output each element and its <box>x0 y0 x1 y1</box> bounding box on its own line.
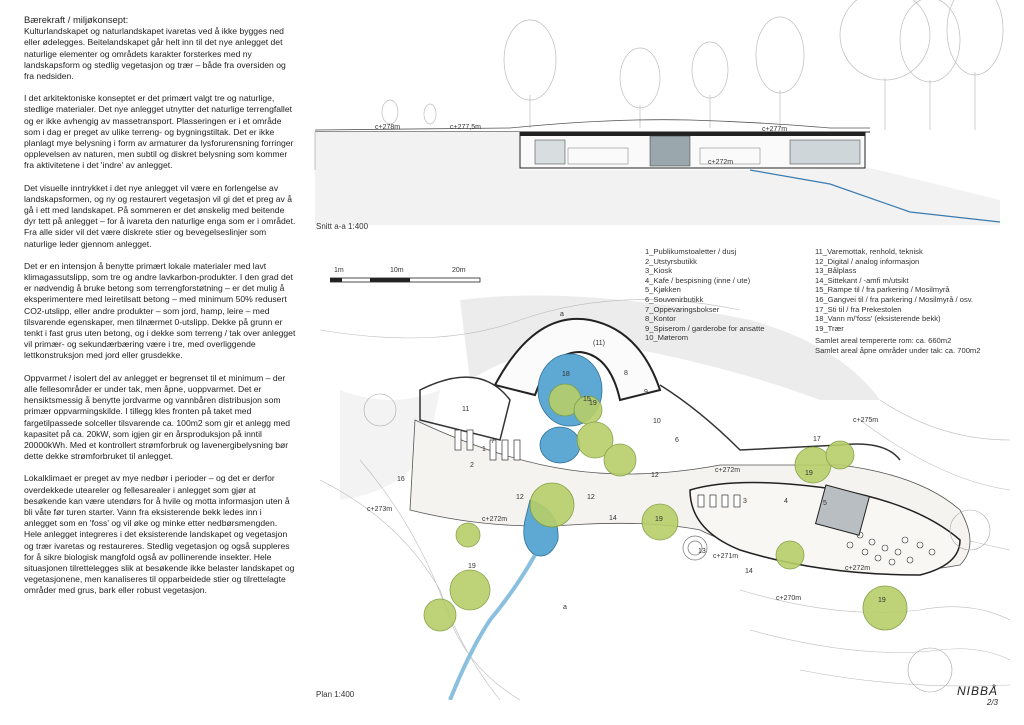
project-title: NIBBÅ <box>956 684 998 698</box>
zone-label: 9 <box>644 389 648 396</box>
zone-label: 19 <box>878 597 886 604</box>
text-paragraph: Det visuelle inntrykket i det nye anlegget vil være en forlengelse av landskapsformen, og ny og restaurert vegetasjon vil gi det et preg av å gå i ett med landskapet. På sommeren er det ønskelig med beitende dyr tett på anlegget – for å ivareta den naturlige enga som er i området. Fra alle sider vil det være diskrete stier og bevegelseslinjer som naturlige leder gjennom anlegget. <box>24 182 296 249</box>
legend-item: 14_Sittekant / -amfi m/utsikt <box>815 275 909 285</box>
zone-label: 10 <box>653 418 661 425</box>
zone-label: 13 <box>698 548 706 555</box>
zone-label: 12 <box>651 472 659 479</box>
legend-item: 17_Sti til / fra Prekestolen <box>815 304 902 314</box>
zone-label: 19 <box>589 400 597 407</box>
section-drawing <box>310 0 1010 225</box>
legend-item: 6_Souvenirbutikk <box>645 294 704 304</box>
zone-label: 19 <box>805 470 813 477</box>
scale-label: 20m <box>452 267 466 274</box>
scale-label: 10m <box>390 267 404 274</box>
zone-label: 1 <box>482 446 486 453</box>
section-level: c+278m <box>375 124 401 131</box>
zone-label: 6 <box>675 437 679 444</box>
page-number: 2/3 <box>986 698 998 707</box>
zone-label: 8 <box>624 370 628 377</box>
legend-item: 9_Spiserom / garderobe for ansatte <box>645 323 765 333</box>
legend-item: 13_Bålplass <box>815 266 857 276</box>
plan-level: c+272m <box>845 565 871 572</box>
zone-label: 7 <box>491 438 495 445</box>
zone-label: 4 <box>784 498 788 505</box>
legend-item: 10_Møterom <box>645 333 689 343</box>
legend-item: 4_Kafe / bespisning (inne / ute) <box>645 275 751 285</box>
plan-level: c+272m <box>482 516 508 523</box>
plan-level: c+273m <box>367 506 393 513</box>
text-heading: Bærekraft / miljøkonsept: <box>24 14 129 25</box>
zone-label: 14 <box>609 515 617 522</box>
zone-label: 5 <box>823 500 827 507</box>
legend-item: 1_Publikumstoaletter / dusj <box>645 247 737 256</box>
legend-column-2 <box>815 247 980 356</box>
zone-label: a <box>563 604 567 611</box>
zone-label: 3 <box>743 498 747 505</box>
zone-label: 12 <box>587 494 595 501</box>
legend-item: 15_Rampe til / fra parkering / Mosilmyrå <box>815 285 950 295</box>
zone-label: 14 <box>745 568 753 575</box>
legend-item: 19_Trær <box>815 323 844 333</box>
zone-label: 2 <box>470 462 474 469</box>
plan-level: c+270m <box>776 595 802 602</box>
pond-middle <box>540 427 580 463</box>
legend-item: 8_Kontor <box>645 314 676 324</box>
legend-item: 5_Kjøkken <box>645 285 681 295</box>
section-level: c+277m <box>762 126 788 133</box>
zone-label: (11) <box>593 340 605 347</box>
plan-level: c+271m <box>713 553 739 560</box>
plan-level: c+275m <box>853 417 879 424</box>
zone-label: 15 <box>583 396 591 403</box>
scale-bar <box>330 274 490 288</box>
legend-item: 12_Digital / analog informasjon <box>815 256 920 266</box>
plan-level: c+272m <box>715 467 741 474</box>
legend-item: 2_Utstyrsbutikk <box>645 256 697 266</box>
section-level: c+277,5m <box>450 124 481 131</box>
text-paragraph: I det arkitektoniske konseptet er det primært valgt tre og naturlige, stedlige materialer. Det nye anlegget utnytter det naturlige terrengfallet og er ikke avhengig av massetransport. Plasseringen er i et område som i dag er preget av ulike terreng- og bygningstiltak. Det er ikke planlagt mye belysning i form av armaturer da lysforurensning forringer opplevelsen av naturen, men subtil og diskret belysning som kommer fra aktivitetene i det 'indre' av anlegget. <box>24 93 294 171</box>
legend-column-1 <box>645 247 764 343</box>
legend-item: 16_Gangvei til / fra parkering / Mosilmyrå / osv. <box>815 294 974 304</box>
legend-item: 18_Vann m/'foss' (eksisterende bekk) <box>815 314 941 324</box>
zone-label: 12 <box>516 494 524 501</box>
sustainability-text <box>24 14 296 608</box>
legend-area: Samlet areal tempererte rom: ca. 660m2 <box>815 336 952 346</box>
legend-item: 11_Varemottak, renhold, teknisk <box>815 247 923 256</box>
text-paragraph: Kulturlandskapet og naturlandskapet ivaretas ved å ikke bygges ned eller ødelegges. Beitelandskapet går helt inn til det nye anlegget det naturlige elementer og områdets karakter forsterkes med ny landskapsform og stedlig vegetasjon og trær – både fra oversiden og fra nedsiden. <box>24 26 286 82</box>
zone-label: 17 <box>813 436 821 443</box>
legend-item: 7_Oppevaringsbokser <box>645 304 720 314</box>
legend-area: Samlet areal åpne områder under tak: ca. 700m2 <box>815 345 981 355</box>
plan-caption: Plan 1:400 <box>316 690 355 699</box>
scale-label: 1m <box>334 267 344 274</box>
zone-label: 19 <box>655 516 663 523</box>
zone-label: 11 <box>462 406 470 413</box>
legend-item: 3_Kiosk <box>645 266 673 276</box>
footer <box>957 684 998 707</box>
section-level: c+272m <box>708 159 734 166</box>
text-paragraph: Oppvarmet / isolert del av anlegget er begrenset til et minimum – der alle fellesområder er under tak, men åpne, uoppvarmet. Det er hensiktsmessig å benytte jordvarme og vannbåren distribusjon som primær oppvarmingskilde. I tillegg kles fronten på taket med fargetilpassede solceller tilsvarende ca. 100m2 som gir et anlegg med kapasitet på ca. 20kW, som igjen gir en årsproduksjon på inntil 20000kWh. Med et kontrollert strømforbruk og lavenergibelysning bør dette dekke strømforbruket til anlegget. <box>24 372 291 462</box>
text-paragraph: Det er en intensjon å benytte primært lokale materialer med lavt klimagassutslipp, som tre og andre lavkarbon-produkter. I den grad det er nødvendig å bruke betong som terrengforstøtning – er det mulig å eksperimentere med leiretilsatt betong – med minimum 50% redusert CO2-utslipp, eller andre produkter – som jord, hamp, leire – med tilsvarende egenskaper, men tilnærmet 0-utslipp. Dekke på grunn er tenkt i fast grus uten betong, og i dekke som terreng / tak over anlegget vil primær- og sekundærbæring være i tre, med overliggende lettkonstruksjon med jord eller grusdekke. <box>24 260 296 361</box>
zone-label: a <box>560 311 564 318</box>
zone-label: 16 <box>397 476 405 483</box>
text-paragraph: Lokalklimaet er preget av mye nedbør i perioder – og det er derfor overdekkede uteareler og fellesarealer i anlegget som gjør at besøkende kan være utendørs for å hvile og motta informasjon uten å bli våte før turen starter. Vann fra eksisterende bekk ledes inn i anlegget som en 'foss' og vil øke og minke etter nedbørsmengden. Hele anlegget integreres i det eksisterende landskapet og vegetasjon og trær ivaretas og restaureres. Stedlig vegetasjon og også suppleres for å sikre biologisk mangfold også av pollinerende insekter. Hele situasjonen tilrettelegges slik at besøkende ikke belaster landskapet og vegetasjonene, men kanaliseres til opparbeidede stier og tilrettelagte områder med grus, bark eller robust vegetasjon. <box>24 473 295 596</box>
zone-label: 18 <box>562 371 570 378</box>
section-trees <box>382 0 1003 130</box>
zone-label: 19 <box>468 563 476 570</box>
section-caption: Snitt a-a 1:400 <box>316 222 369 231</box>
